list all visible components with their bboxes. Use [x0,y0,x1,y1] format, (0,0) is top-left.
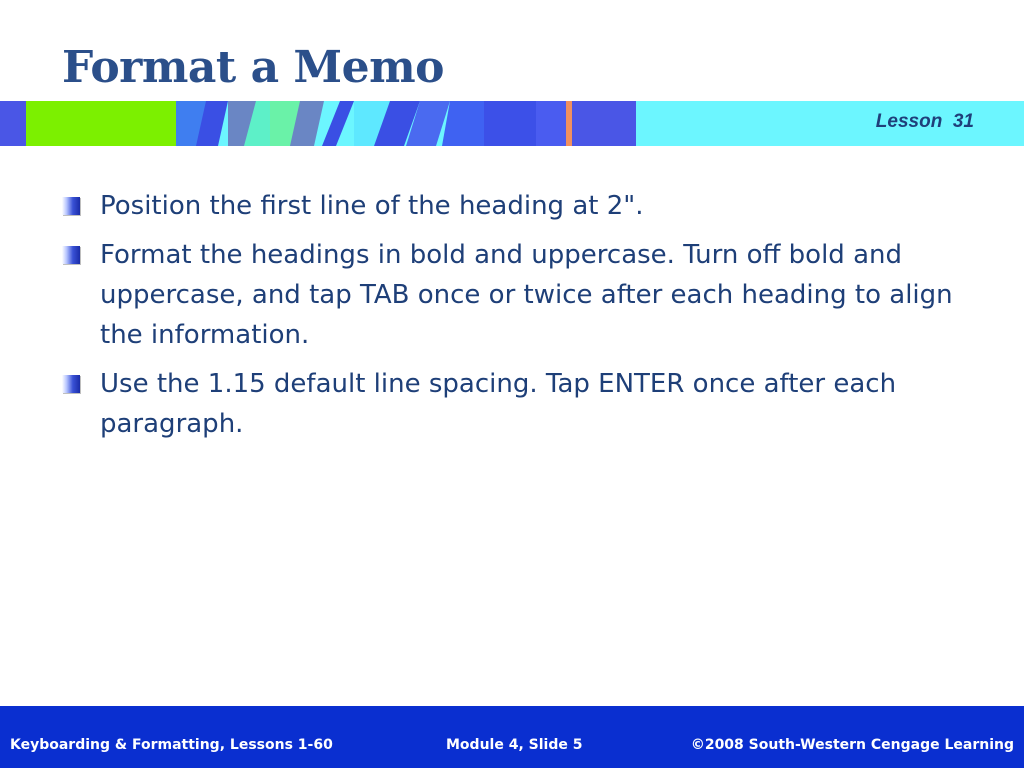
bullet-item [62,186,982,226]
bullet-text: Use the 1.15 default line spacing. Tap ENTER once after each paragraph. [100,369,897,439]
decorative-banner [0,101,1024,146]
banner-stripes-graphic [0,101,1024,146]
bullet-item [62,364,982,444]
footer-slide-number: Module 4, Slide 5 [446,737,583,753]
lesson-label: Lesson 31 [875,111,974,132]
slide-title: Format a Memo [62,42,445,93]
square-bullet-icon [62,375,80,393]
bullet-list [62,186,982,453]
square-bullet-icon [62,246,80,264]
bullet-item [62,235,982,355]
bullet-text: Position the first line of the heading at 2". [100,191,644,221]
footer-copyright: ©2008 South-Western Cengage Learning [690,737,1014,753]
square-bullet-icon [62,197,80,215]
bullet-text: Format the headings in bold and uppercase. Turn off bold and uppercase, and tap TAB once or twice after each heading to align the information. [100,240,953,350]
footer-course-title: Keyboarding & Formatting, Lessons 1-60 [10,737,333,753]
